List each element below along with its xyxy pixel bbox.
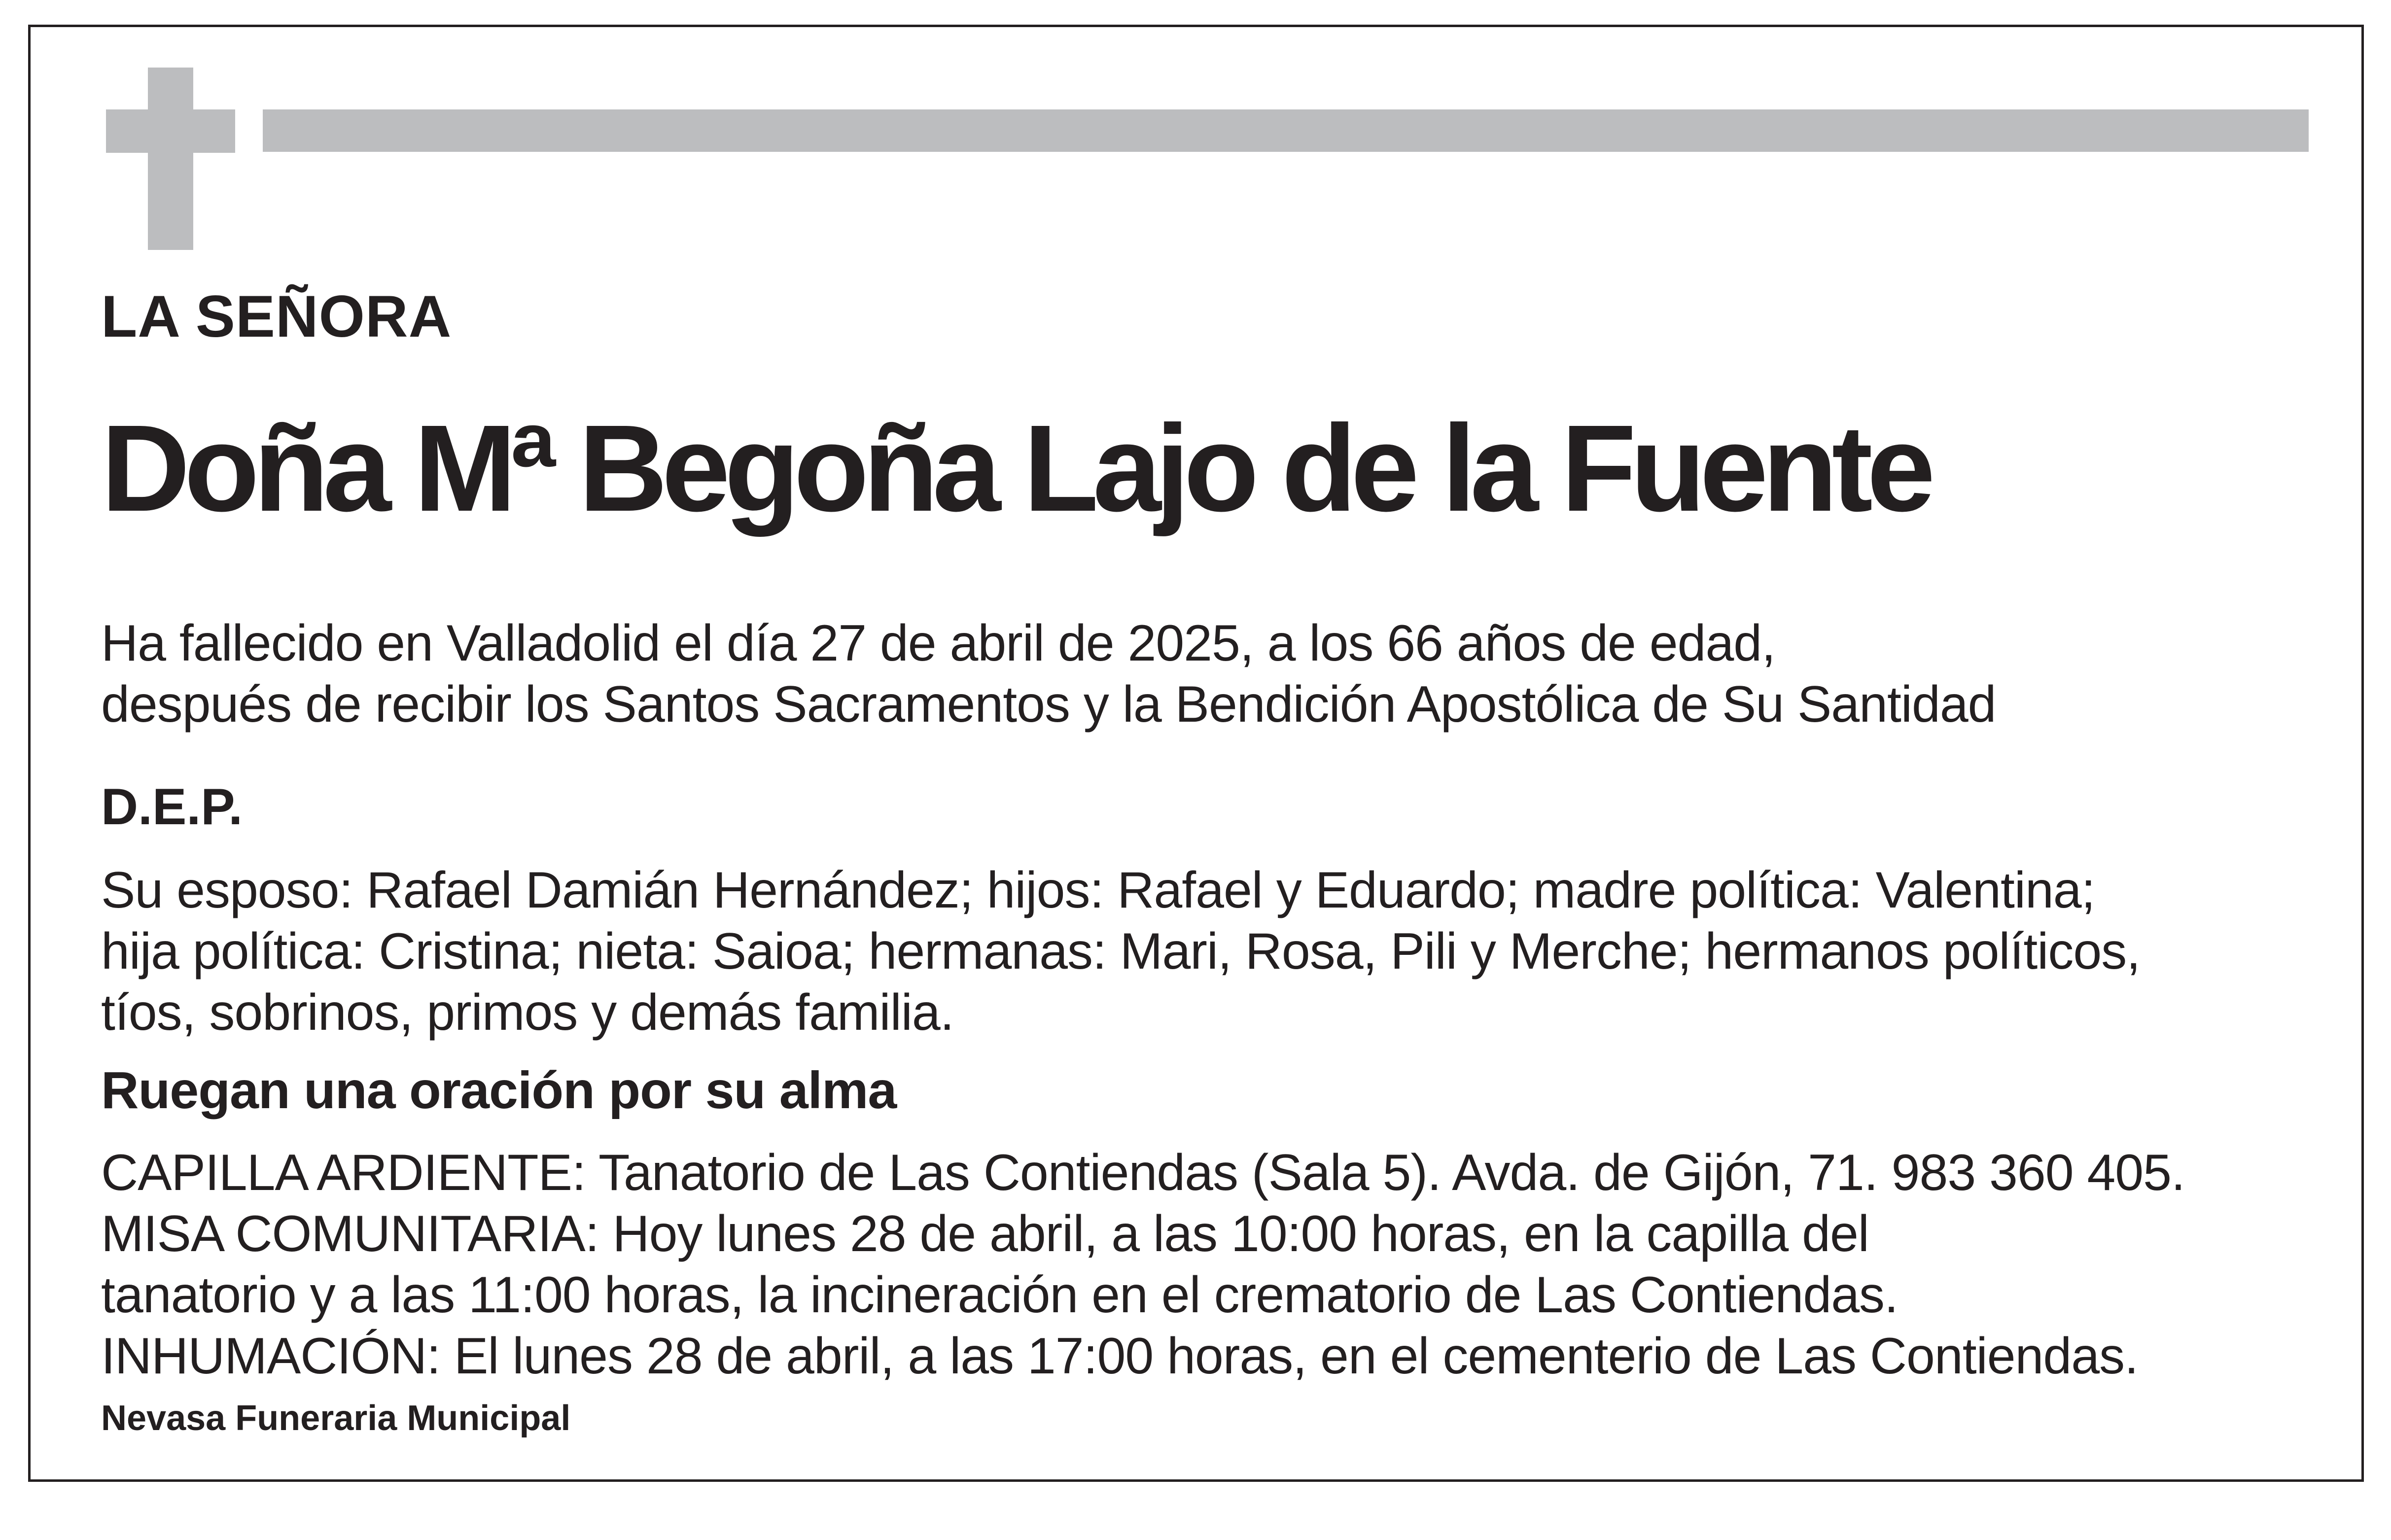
prayer-request: Ruegan una oración por su alma [101, 1061, 897, 1120]
detail-line: INHUMACIÓN: El lunes 28 de abril, a las 17:00 horas, en el cementerio de Las Contiendas. [101, 1328, 2138, 1385]
detail-line: CAPILLA ARDIENTE: Tanatorio de Las Contiendas (Sala 5). Avda. de Gijón, 71. 983 360 405. [101, 1144, 2185, 1201]
death-line: después de recibir los Santos Sacramentos y la Bendición Apostólica de Su Santidad [101, 676, 1996, 733]
family-line: tíos, sobrinos, primos y demás familia. [101, 984, 954, 1041]
family-line: Su esposo: Rafael Damián Hernández; hijos: Rafael y Eduardo; madre política: Valentina; [101, 862, 2095, 919]
service-details [101, 1142, 2185, 1387]
family-list [101, 860, 2140, 1043]
deceased-name: Doña Mª Begoña Lajo de la Fuente [101, 399, 1930, 537]
family-line: hija política: Cristina; nieta: Saioa; hermanas: Mari, Rosa, Pili y Merche; hermanos políticos, [101, 923, 2141, 980]
funeral-home: Nevasa Funeraria Municipal [101, 1399, 571, 1438]
header-rule [263, 109, 2309, 152]
cross-vertical-bar [148, 68, 193, 250]
honorific: LA SEÑORA [101, 283, 452, 350]
death-line: Ha fallecido en Valladolid el día 27 de abril de 2025, a los 66 años de edad, [101, 615, 1776, 672]
cross-horizontal-bar [106, 109, 235, 153]
death-announcement [101, 613, 1996, 735]
dep-label: D.E.P. [101, 778, 243, 836]
detail-line: tanatorio y a las 11:00 horas, la incineración en el crematorio de Las Contiendas. [101, 1266, 1898, 1324]
detail-line: MISA COMUNITARIA: Hoy lunes 28 de abril, a las 10:00 horas, en la capilla del [101, 1205, 1869, 1262]
